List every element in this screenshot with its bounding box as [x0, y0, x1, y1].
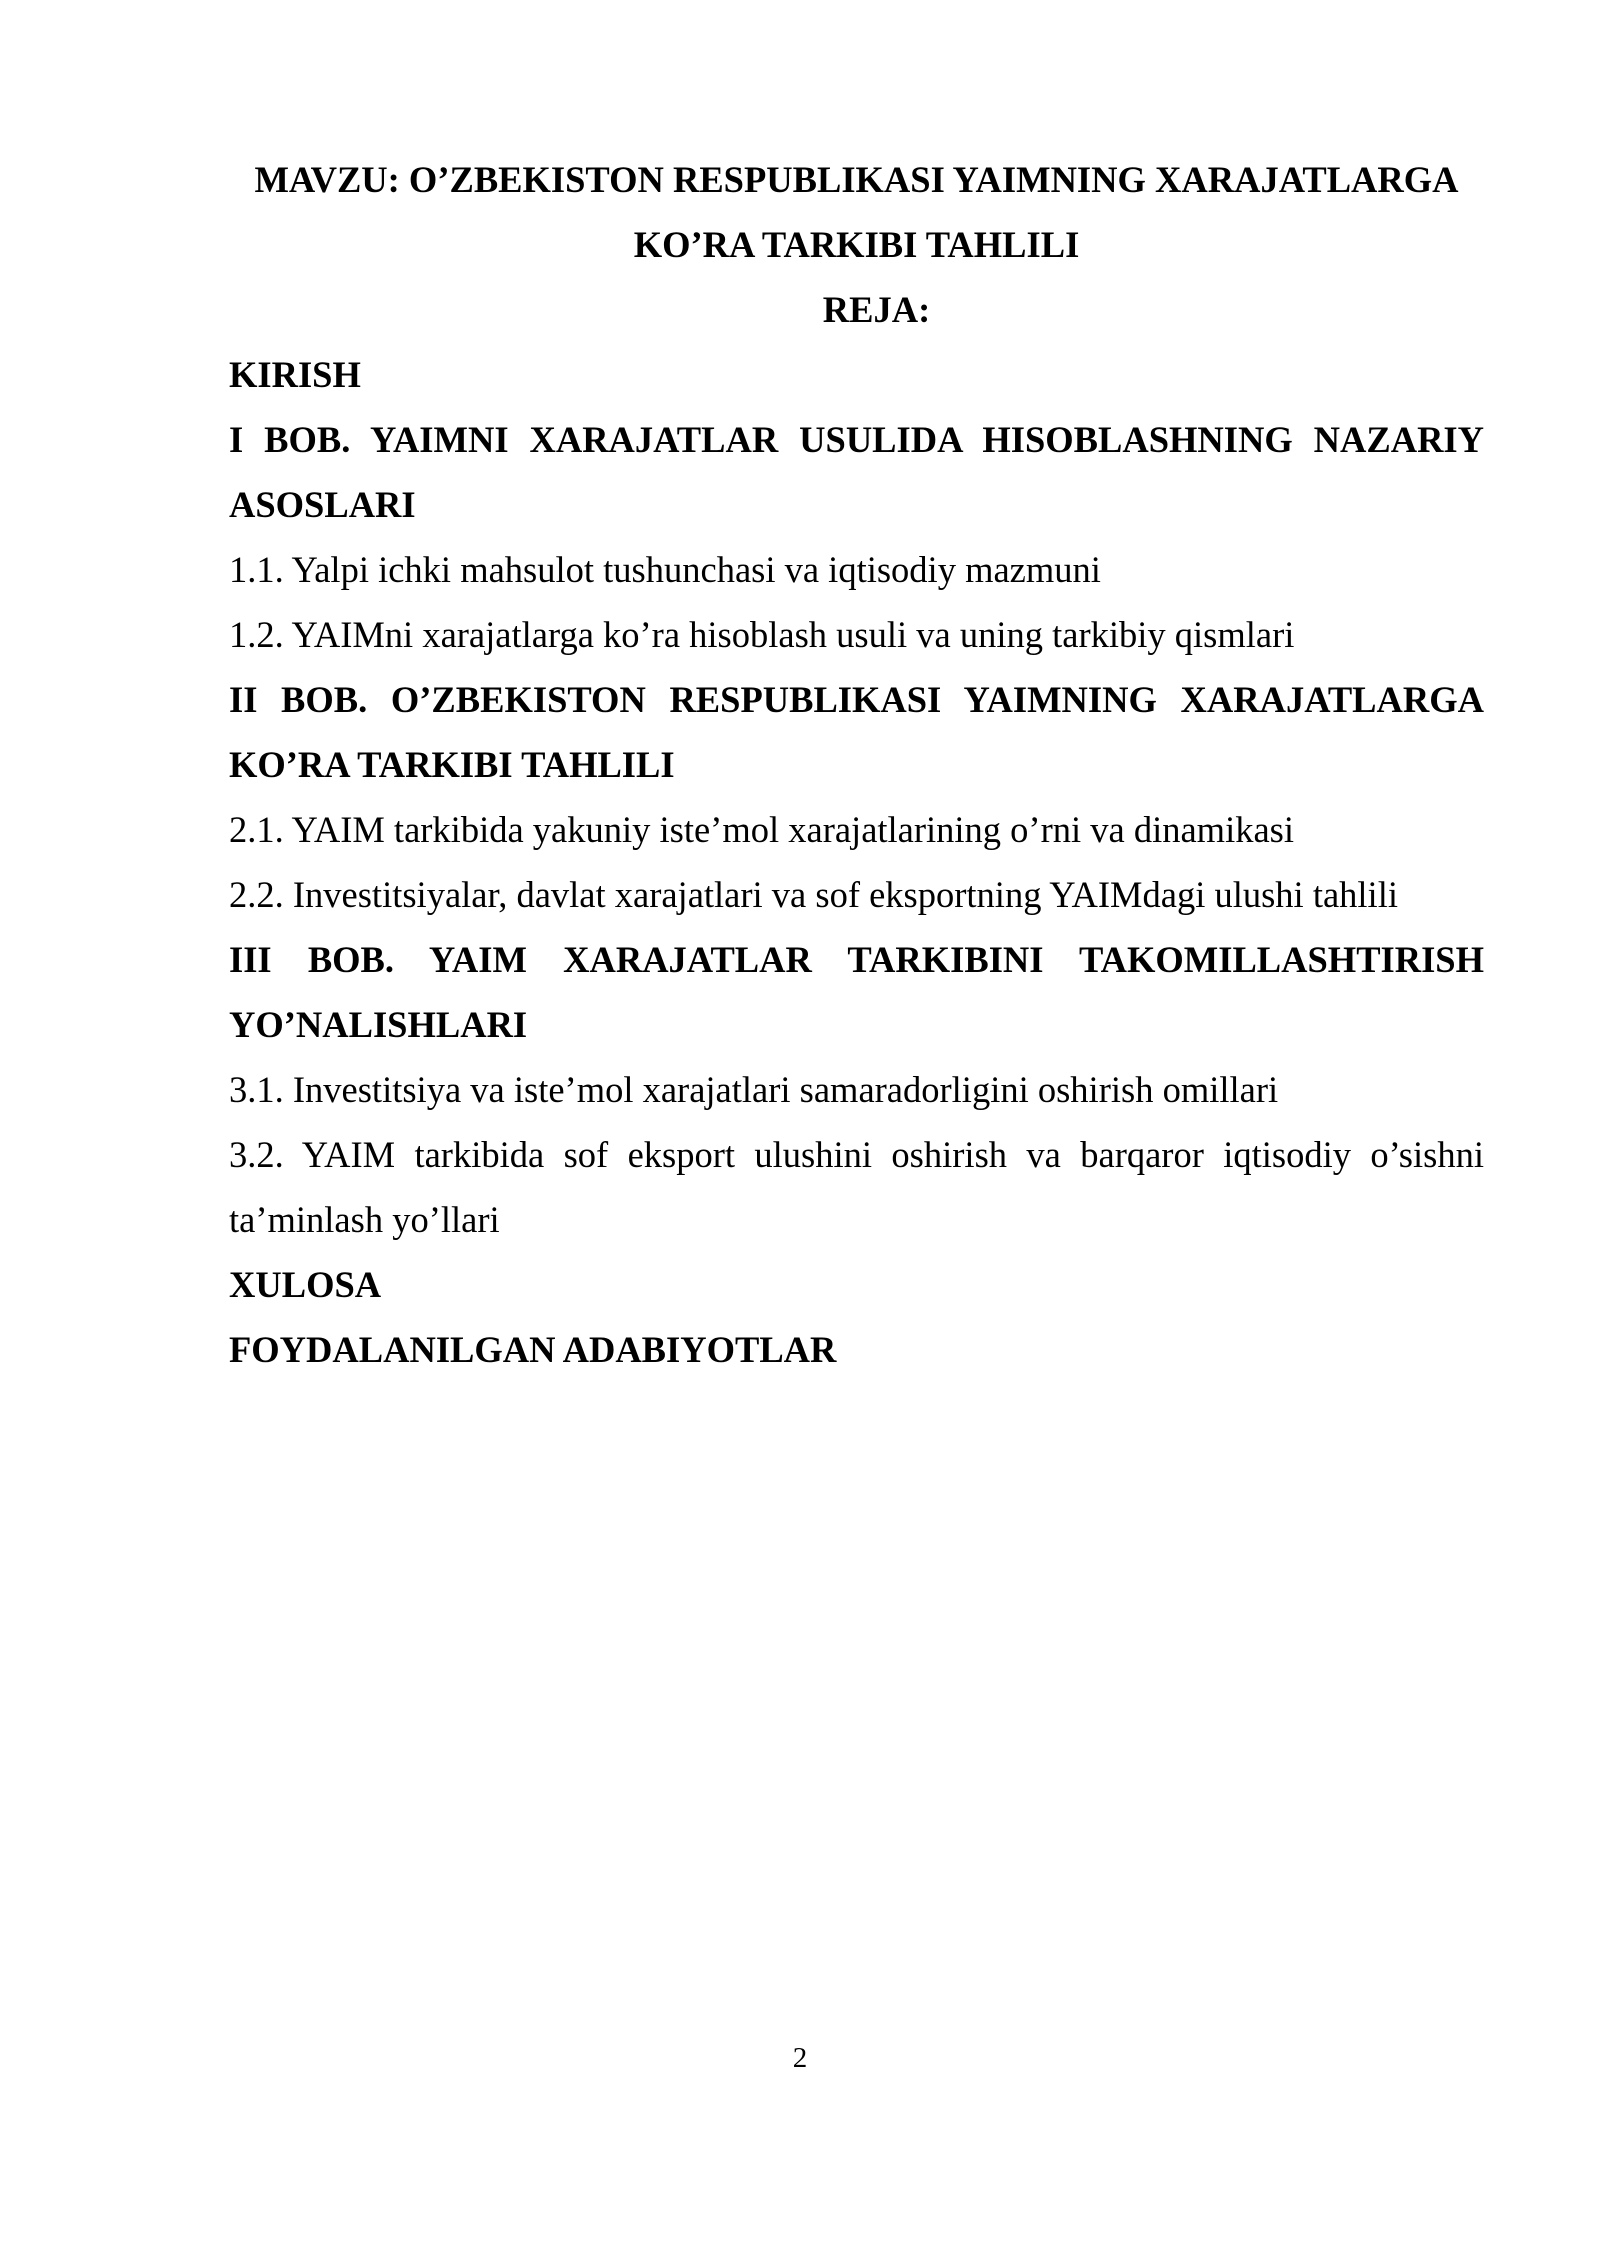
plan-entry-section-1-2 — [229, 602, 1484, 667]
entry-line: FOYDALANILGAN ADABIYOTLAR — [229, 1329, 837, 1370]
plan-entry-chapter-2 — [229, 667, 1484, 797]
entry-line: YO’NALISHLARI — [229, 1004, 528, 1045]
plan-entry-section-2-2 — [229, 862, 1484, 927]
plan-entry-section-3-1 — [229, 1057, 1484, 1122]
entry-line: ta’minlash yo’llari — [229, 1199, 500, 1240]
entry-line: 3.2. YAIM tarkibida sof eksport ulushini oshirish va barqaror iqtisodiy o’sishni — [229, 1134, 1484, 1175]
title-line: MAVZU: O’ZBEKISTON RESPUBLIKASI YAIMNING XARAJATLARGA — [254, 159, 1459, 200]
entry-line: ASOSLARI — [229, 484, 416, 525]
document-page — [229, 147, 1484, 1382]
entry-line: II BOB. O’ZBEKISTON RESPUBLIKASI YAIMNING XARAJATLARGA — [229, 679, 1484, 720]
page-number: 2 — [792, 2042, 808, 2074]
entry-line: KIRISH — [229, 354, 361, 395]
plan-entry-references — [229, 1317, 1484, 1382]
plan-entry-introduction — [229, 342, 1484, 407]
entry-line: I BOB. YAIMNI XARAJATLAR USULIDA HISOBLASHNING NAZARIY — [229, 419, 1484, 460]
plan-entry-chapter-3 — [229, 927, 1484, 1057]
plan-list — [229, 342, 1484, 1382]
title-line: KO’RA TARKIBI TAHLILI — [633, 224, 1080, 265]
entry-line: 2.2. Investitsiyalar, davlat xarajatlari va sof eksportning YAIMdagi ulushi tahlili — [229, 874, 1398, 915]
plan-entry-section-1-1 — [229, 537, 1484, 602]
entry-line: 1.2. YAIMni xarajatlarga ko’ra hisoblash usuli va uning tarkibiy qismlari — [229, 614, 1295, 655]
plan-entry-section-2-1 — [229, 797, 1484, 862]
entry-line: XULOSA — [229, 1264, 382, 1305]
plan-entry-chapter-1 — [229, 407, 1484, 537]
entry-line: 3.1. Investitsiya va iste’mol xarajatlari samaradorligini oshirish omillari — [229, 1069, 1279, 1110]
plan-entry-section-3-2 — [229, 1122, 1484, 1252]
plan-heading: REJA: — [822, 289, 931, 330]
entry-line: 1.1. Yalpi ichki mahsulot tushunchasi va iqtisodiy mazmuni — [229, 549, 1101, 590]
entry-line: III BOB. YAIM XARAJATLAR TARKIBINI TAKOMILLASHTIRISH — [229, 939, 1484, 980]
document-title — [229, 147, 1484, 277]
plan-entry-conclusion — [229, 1252, 1484, 1317]
entry-line: 2.1. YAIM tarkibida yakuniy iste’mol xarajatlarining o’rni va dinamikasi — [229, 809, 1295, 850]
entry-line: KO’RA TARKIBI TAHLILI — [229, 744, 675, 785]
